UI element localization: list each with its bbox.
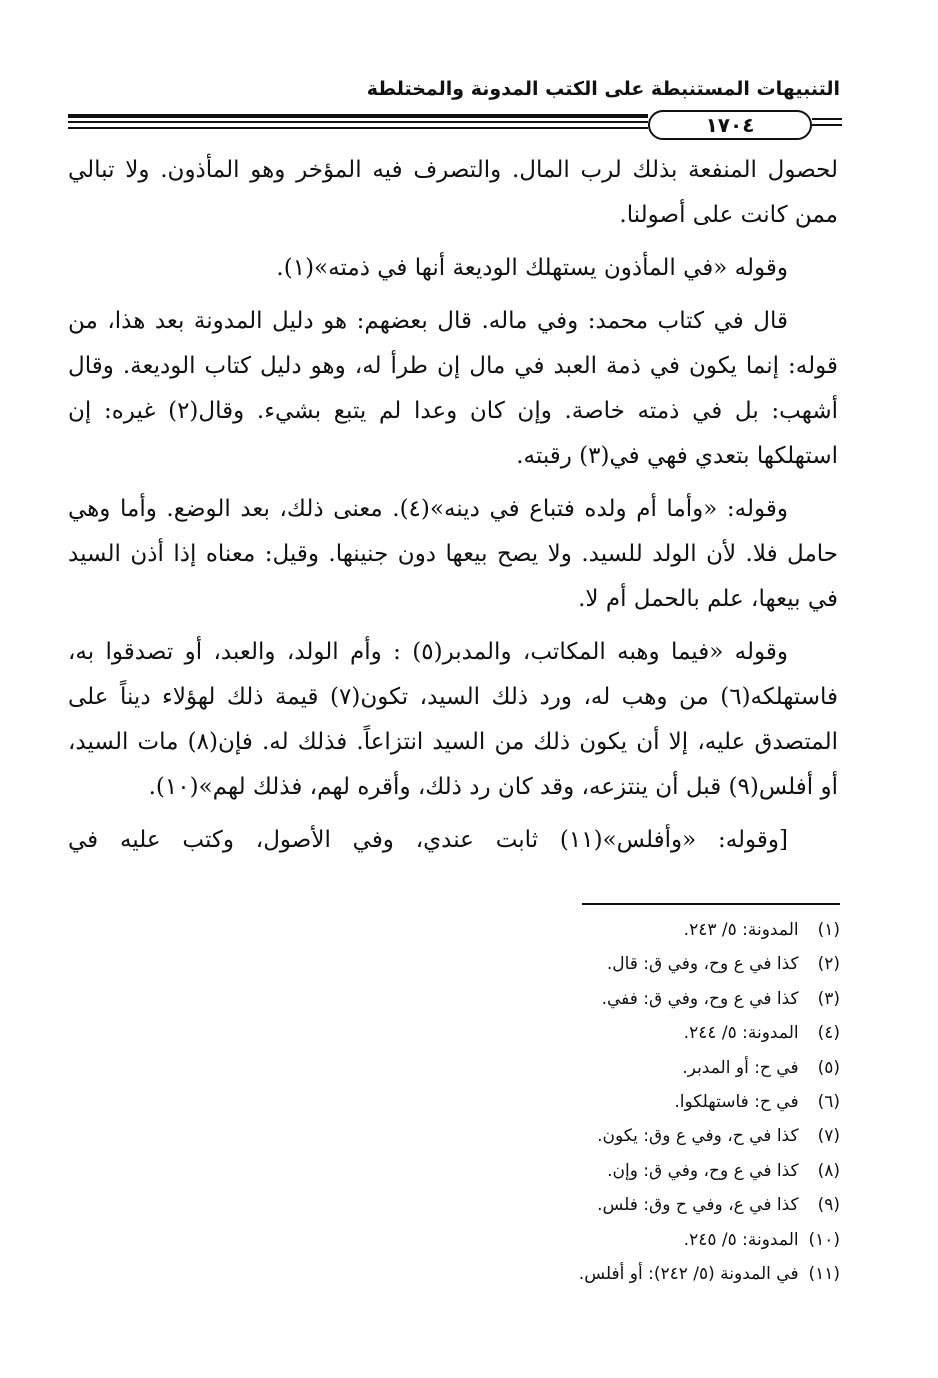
- footnote: [240, 1223, 840, 1257]
- paragraph: قال في كتاب محمد: وفي ماله. قال بعضهم: هو دليل المدونة بعد هذا، من قوله: إنما يكون في ذمة العبد في مال إن طرأ له، وهو دليل كتاب الوديعة. وقال أشهب: بل في ذمته خاصة. وإن كان وعدا لم يتبع بشيء. وقال(٢) غيره: إن استهلكها بتعدي فهي في(٣) رقبته.: [68, 308, 838, 469]
- footnote-number: (١): [817, 920, 840, 940]
- footnote-number: (٤): [817, 1023, 840, 1044]
- running-header-title: التنبيهات المستنبطة على الكتب المدونة والمختلطة: [366, 78, 840, 100]
- footnote-text: المدونة: ٥/ ٢٤٣.: [683, 920, 799, 940]
- footnote: [240, 1119, 840, 1153]
- paragraph: وقوله «في المأذون يستهلك الوديعة أنها في ذمته»(١).: [276, 255, 788, 281]
- footnotes: [240, 913, 840, 1291]
- footnote: [240, 1051, 840, 1085]
- main-text: [68, 148, 838, 871]
- footnote: [240, 1016, 840, 1050]
- footnote-text: في ح: فاستهلكوا.: [674, 1091, 799, 1112]
- header-rule-thin: [68, 121, 648, 123]
- footnote: [240, 982, 840, 1016]
- paragraph: وقوله: «وأما أم ولده فتباع في دينه»(٤). معنى ذلك، بعد الوضع. وأما وهي حامل فلا. لأن الولد للسيد. ولا يصح بيعها دون جنينها. وقيل: معناه إذا أذن السيد في بيعها، علم بالحمل أم لا.: [68, 496, 838, 612]
- footnote: [240, 1188, 840, 1222]
- footnote-number: (٥): [817, 1057, 840, 1078]
- footnote: [240, 913, 840, 947]
- footnote-text: في المدونة (٥/ ٢٤٢): أو أفلس.: [578, 1263, 799, 1284]
- footnote-number: (٢): [817, 954, 840, 975]
- footnote-number: (٨): [817, 1160, 840, 1181]
- footnote: [240, 1085, 840, 1119]
- footnote-number: (٩): [817, 1195, 840, 1216]
- footnote: [240, 1154, 840, 1188]
- footnote-text: المدونة: ٥/ ٢٤٥.: [683, 1229, 799, 1250]
- footnote-text: كذا في ع وح، وفي ق: وإن.: [607, 1160, 799, 1181]
- footnote-separator: [582, 903, 840, 905]
- footnote-text: كذا في ع وح، وفي ق: قال.: [606, 954, 799, 975]
- footnote-number: (١٠): [808, 1229, 840, 1250]
- footnote-number: (٧): [817, 1126, 840, 1147]
- page-number: ١٧٠٤: [648, 110, 812, 140]
- header-rule-right: [812, 118, 842, 120]
- paragraph: [وقوله: «وأفلس»(١١) ثابت عندي، وفي الأصول، وكتب عليه في: [68, 827, 789, 853]
- footnote-number: (٣): [817, 988, 840, 1009]
- footnote-number: (١١): [808, 1263, 840, 1284]
- footnote-text: في ح: أو المدبر.: [682, 1057, 799, 1078]
- header-rule-right-lower: [812, 124, 842, 126]
- footnote-text: كذا في ع وح، وفي ق: ففي.: [601, 988, 799, 1009]
- header-rule-thick: [68, 114, 648, 118]
- header-rule-thin-lower: [68, 127, 648, 129]
- paragraph: وقوله «فيما وهبه المكاتب، والمدبر(٥) : وأم الولد، والعبد، أو تصدقوا به، فاستهلكه(٦) من وهب له، ورد ذلك السيد، تكون(٧) قيمة ذلك لهؤلاء ديناً على المتصدق عليه، إلا أن يكون ذلك من السيد انتزاعاً. فذلك له. فإن(٨) مات السيد، أو أفلس(٩) قبل أن ينتزعه، وقد كان رد ذلك، وأقره لهم، فذلك لهم»(١٠).: [68, 639, 839, 800]
- footnote-text: كذا في ع، وفي ح وق: فلس.: [597, 1195, 799, 1216]
- footnote-number: (٦): [817, 1091, 840, 1112]
- footnote: [240, 947, 840, 981]
- footnote: [240, 1257, 840, 1291]
- footnote-text: المدونة: ٥/ ٢٤٤.: [683, 1023, 799, 1044]
- footnote-text: كذا في ح، وفي ع وق: يكون.: [597, 1126, 799, 1147]
- paragraph: لحصول المنفعة بذلك لرب المال. والتصرف فيه المؤخر وهو المأذون. ولا تبالي ممن كانت على أصولنا.: [68, 157, 838, 228]
